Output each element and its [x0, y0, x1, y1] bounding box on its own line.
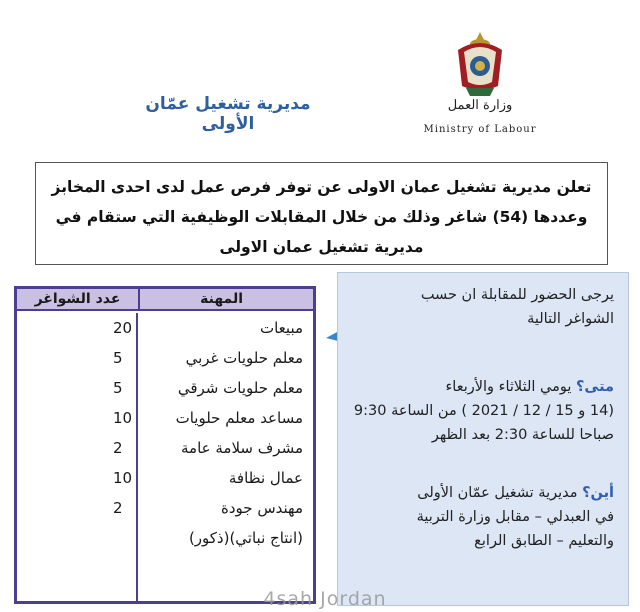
- job-name: مساعد معلم حلويات: [175, 409, 303, 427]
- ministry-logo: [410, 28, 550, 140]
- job-name: (انتاج نباتي)(ذكور): [188, 529, 303, 547]
- job-name: مبيعات: [259, 319, 303, 337]
- where-floor: والتعليم – الطابق الرابع: [474, 533, 614, 549]
- where-place: مديرية تشغيل عمّان الأولى: [417, 485, 583, 501]
- table-header: [17, 289, 313, 311]
- job-name: مهندس جودة: [221, 499, 303, 517]
- when-hours: صباحا للساعة 2:30 بعد الظهر: [431, 427, 614, 443]
- when-days: يومي الثلاثاء والأربعاء: [445, 379, 577, 395]
- vacancy-count: 10: [113, 469, 133, 487]
- directorate-title: مديرية تشغيل عمّان الأولى: [145, 94, 311, 134]
- job-name: عمال نظافة: [228, 469, 303, 487]
- table-row: [17, 403, 313, 433]
- where-label: أين؟: [582, 485, 614, 501]
- header-job: المهنة: [138, 289, 313, 309]
- vacancy-count: 2: [113, 499, 123, 517]
- announcement-line: مديرية تشغيل عمان الاولى: [219, 238, 424, 256]
- when-dates: (14 و 15 / 12 / 2021 ) من الساعة 9:30: [353, 403, 614, 419]
- table-row: [17, 433, 313, 463]
- intro-text: الشواغر التالية: [527, 311, 614, 327]
- announcement-line: وعددها (54) شاغر وذلك من خلال المقابلات الوظيفية التي ستقام في: [55, 208, 588, 226]
- header-count: عدد الشواغر: [34, 291, 121, 307]
- vacancy-count: 2: [113, 439, 123, 457]
- ministry-name-english: Ministry of Labour: [423, 124, 537, 135]
- job-name: مشرف سلامة عامة: [181, 439, 303, 457]
- vacancy-count: 5: [113, 349, 123, 367]
- table-row: [17, 313, 313, 343]
- intro-text: يرجى الحضور للمقابلة ان حسب: [420, 287, 614, 303]
- vacancy-count: 5: [113, 379, 123, 397]
- watermark: 4sah Jordan: [263, 588, 387, 610]
- ministry-name-arabic: وزارة العمل: [447, 98, 513, 113]
- where-address: في العبدلي – مقابل وزارة التربية: [416, 509, 614, 525]
- table-row: [17, 373, 313, 403]
- when-section: [350, 375, 614, 447]
- when-label: متى؟: [576, 379, 614, 395]
- table-body: [17, 313, 313, 601]
- job-name: معلم حلويات غربي: [185, 349, 303, 367]
- column-divider: [136, 313, 138, 601]
- table-row: [17, 463, 313, 493]
- table-row: [17, 493, 313, 523]
- vacancy-count: 20: [113, 319, 133, 337]
- announcement-box: [35, 162, 608, 265]
- job-name: معلم حلويات شرقي: [177, 379, 303, 397]
- jordan-emblem-icon: [452, 28, 508, 98]
- table-row: [17, 523, 313, 553]
- where-section: [350, 481, 614, 553]
- table-row: [17, 343, 313, 373]
- announcement-line: تعلن مديرية تشغيل عمان الاولى عن توفر فرص عمل لدى احدى المخابز: [51, 178, 592, 196]
- vacancy-count: [17, 523, 138, 553]
- jobs-table: [14, 286, 316, 604]
- vacancy-count: 10: [113, 409, 133, 427]
- interview-details-panel: [337, 272, 629, 606]
